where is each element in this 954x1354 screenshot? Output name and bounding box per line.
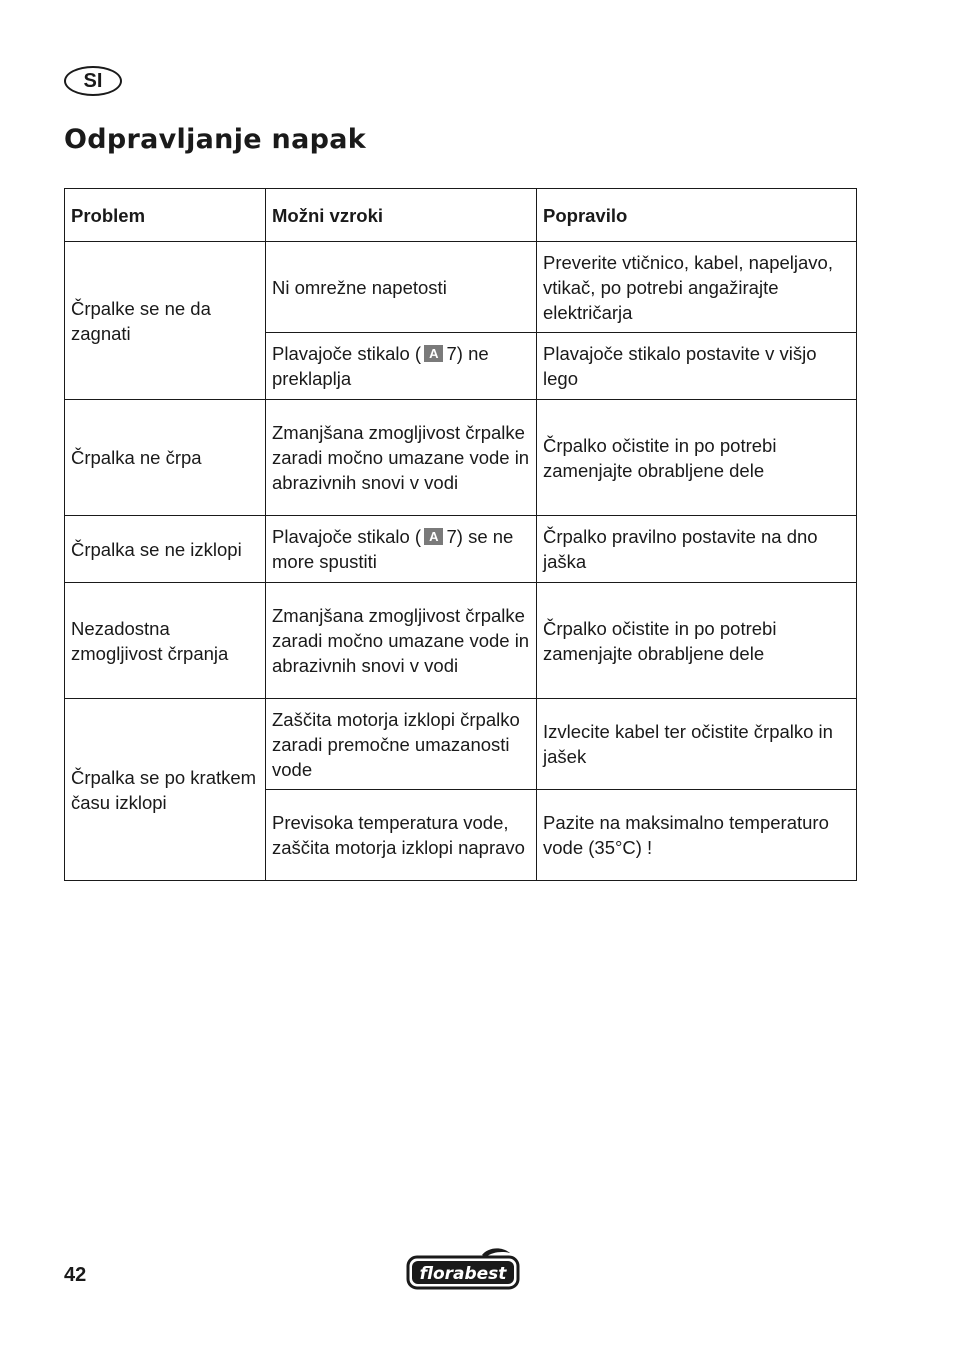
cause-cell: [266, 516, 537, 583]
fix-cell: Plavajoče stikalo postavite v višjo lego: [537, 333, 857, 400]
fix-cell: Pazite na maksimalno temperaturo vode (35°C) !: [537, 790, 857, 881]
table-row: [65, 242, 857, 333]
problem-cell: Črpalka ne črpa: [65, 400, 266, 516]
figure-ref-badge: A: [424, 345, 443, 362]
fix-cell: Črpalko očistite in po potrebi zamenjajte obrabljene dele: [537, 400, 857, 516]
cause-cell: Zaščita motorja izklopi črpalko zaradi premočne umazanosti vode: [266, 699, 537, 790]
header-problem: Problem: [65, 189, 266, 242]
page-title: Odpravljanje napak: [64, 124, 367, 155]
language-badge: SI: [64, 66, 122, 96]
cause-text: Plavajoče stikalo (: [272, 343, 422, 364]
fix-cell: Črpalko pravilno postavite na dno jaška: [537, 516, 857, 583]
cause-cell: [266, 333, 537, 400]
table-row: [65, 516, 857, 583]
florabest-logo-graphic: [406, 1247, 520, 1291]
table-row: [65, 400, 857, 516]
header-causes: Možni vzroki: [266, 189, 537, 242]
page-number: 42: [64, 1264, 87, 1286]
problem-cell: Črpalka se ne izklopi: [65, 516, 266, 583]
fix-cell: Izvlecite kabel ter očistite črpalko in jašek: [537, 699, 857, 790]
fix-cell: Preverite vtičnico, kabel, napeljavo, vtikač, po potrebi angažirajte električarja: [537, 242, 857, 333]
logo-wordmark: florabest: [419, 1264, 507, 1284]
cause-text: 7) ne preklaplja: [272, 343, 489, 389]
cause-text: Plavajoče stikalo (: [272, 526, 422, 547]
header-fix: Popravilo: [537, 189, 857, 242]
florabest-logo: [406, 1247, 520, 1296]
problem-cell: Črpalke se ne da zagnati: [65, 242, 266, 400]
troubleshooting-table: [64, 188, 857, 881]
table-header-row: [65, 189, 857, 242]
table-row: [65, 699, 857, 790]
cause-cell: Ni omrežne napetosti: [266, 242, 537, 333]
cause-cell: Zmanjšana zmogljivost črpalke zaradi močno umazane vode in abrazivnih snovi v vodi: [266, 400, 537, 516]
fix-cell: Črpalko očistite in po potrebi zamenjajte obrabljene dele: [537, 583, 857, 699]
cause-cell: Previsoka temperatura vode, zaščita motorja izklopi napravo: [266, 790, 537, 881]
table-row: [65, 583, 857, 699]
cause-text: 7) se ne more spustiti: [272, 526, 514, 572]
cause-cell: Zmanjšana zmogljivost črpalke zaradi močno umazane vode in abrazivnih snovi v vodi: [266, 583, 537, 699]
problem-cell: Nezadostna zmogljivost črpanja: [65, 583, 266, 699]
figure-ref-badge: A: [424, 528, 443, 545]
problem-cell: Črpalka se po kratkem času izklopi: [65, 699, 266, 881]
